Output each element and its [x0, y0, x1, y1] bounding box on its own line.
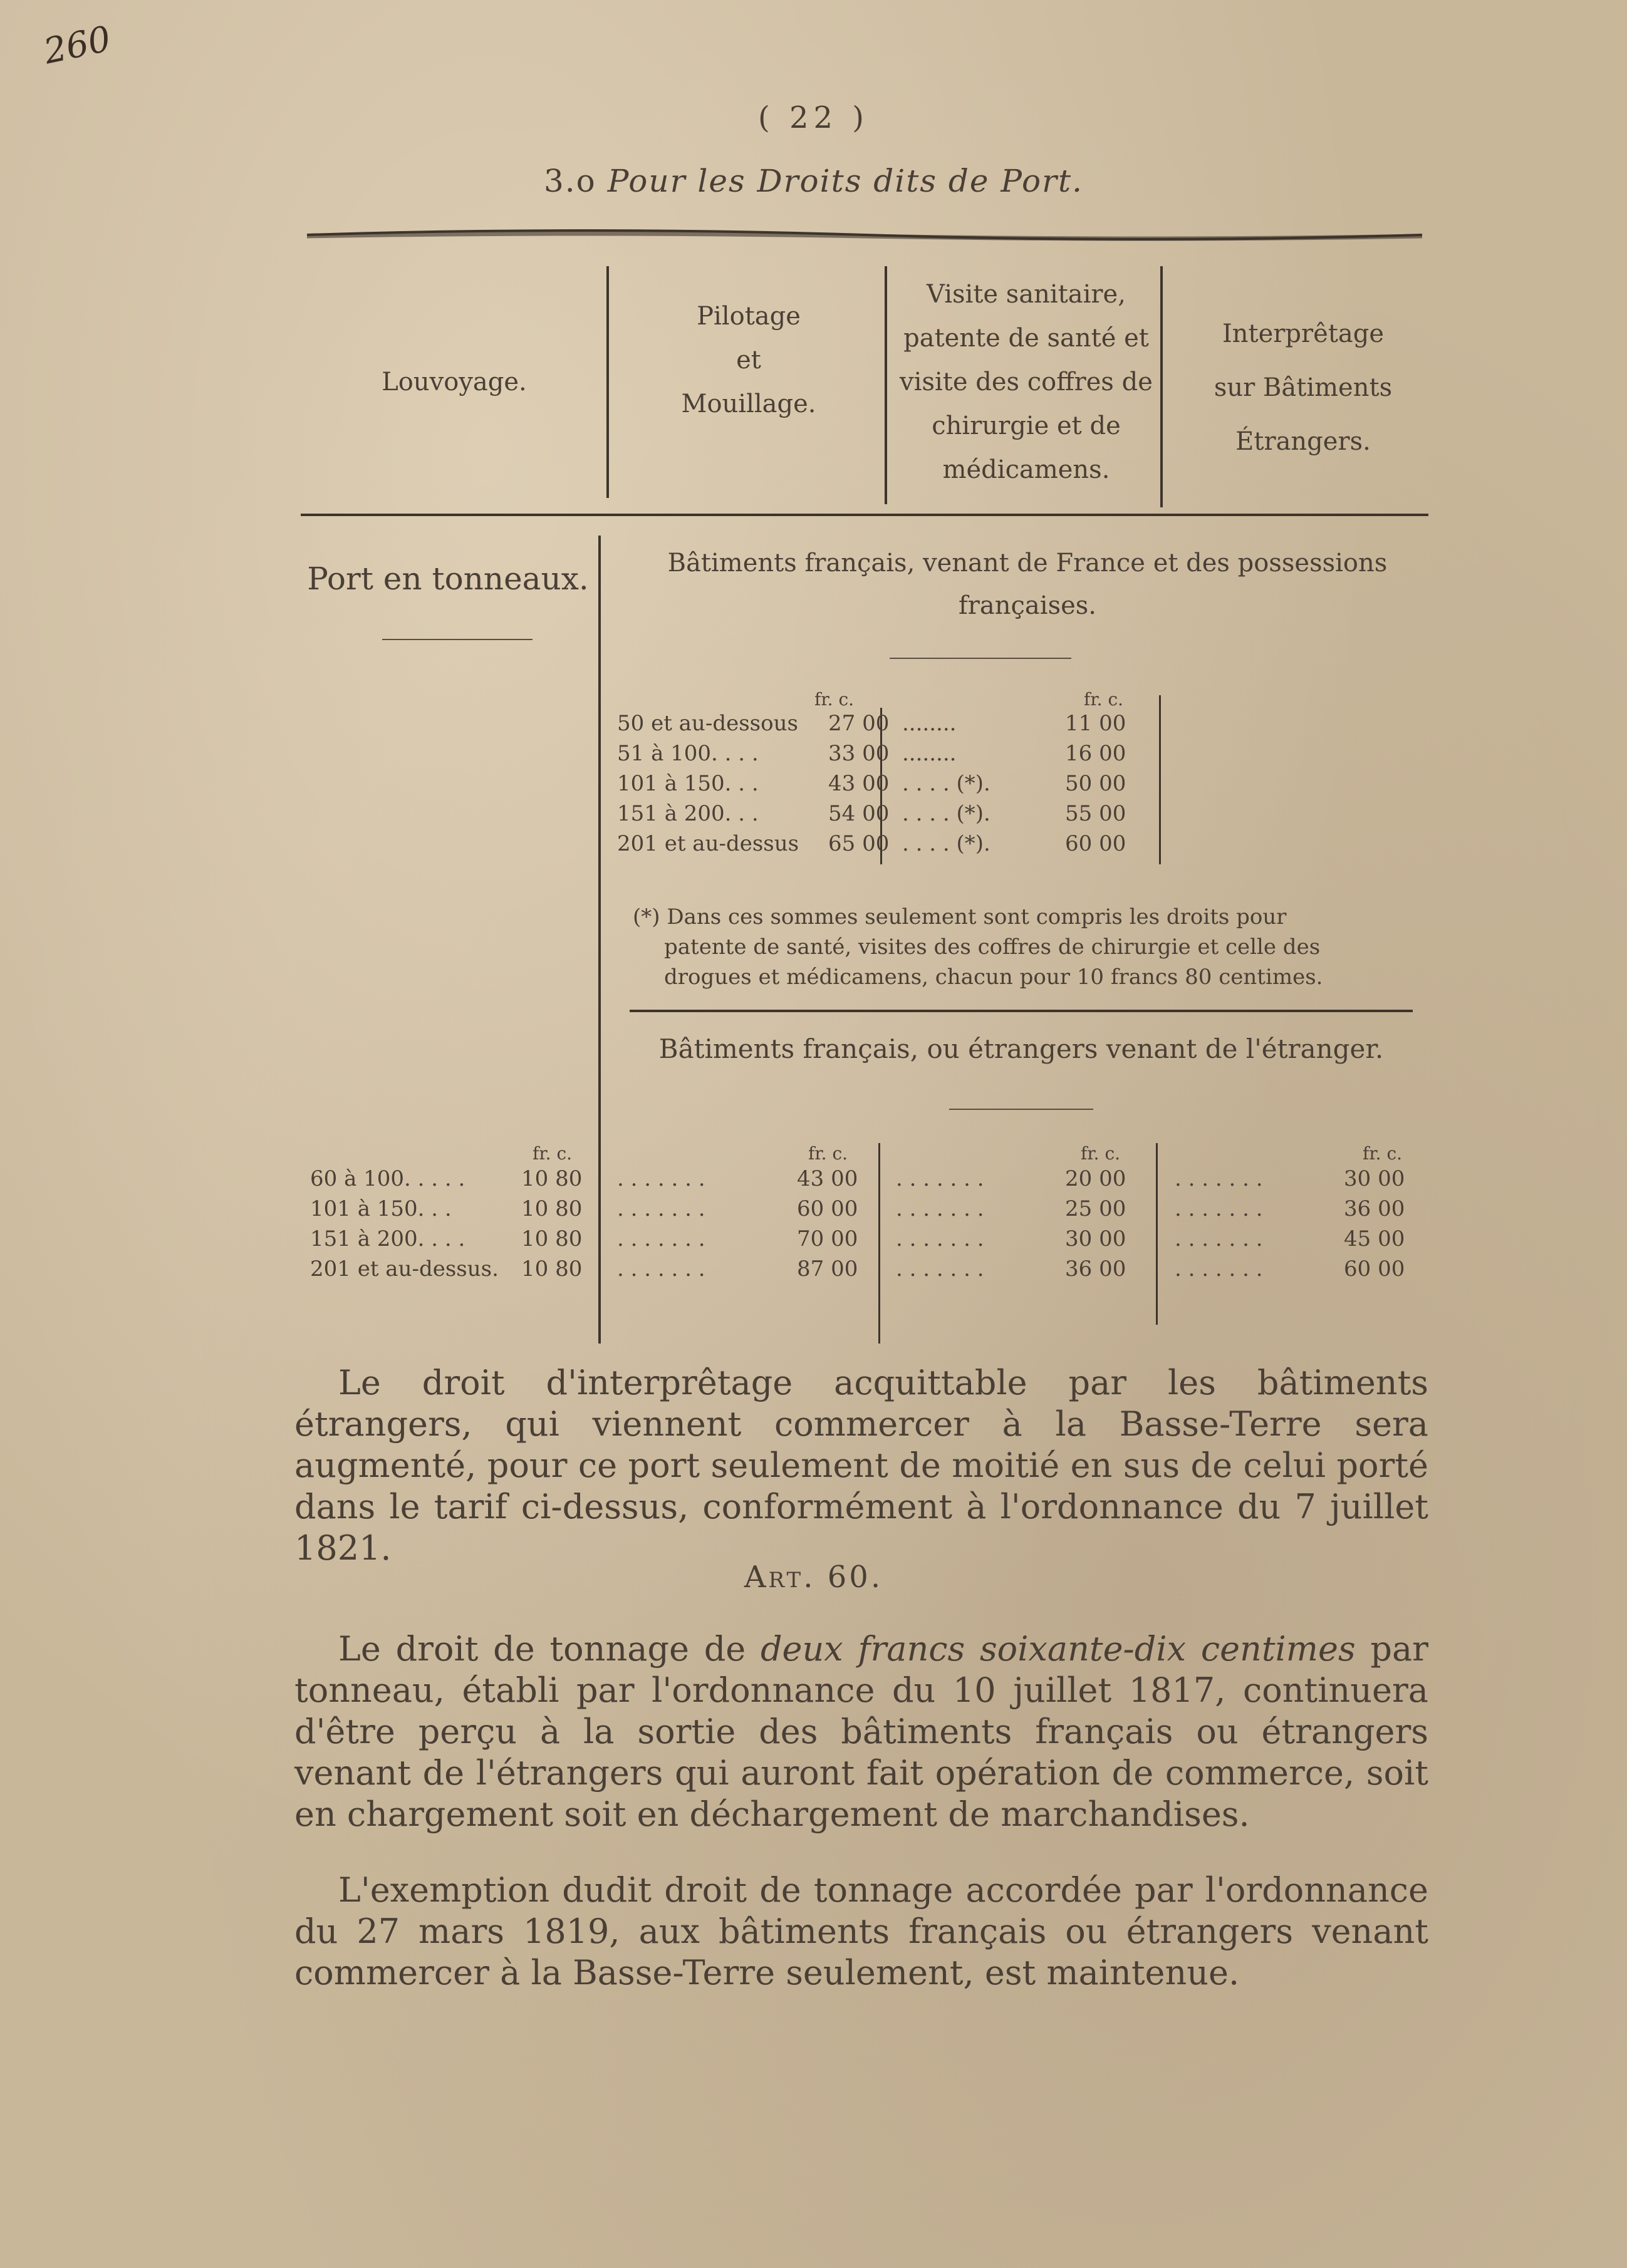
- section2-value: 30 00: [1065, 1226, 1126, 1251]
- section2-leader: . . . . . . .: [617, 1256, 705, 1282]
- section1-leader: ........: [902, 711, 957, 736]
- section1-heading: Bâtiments français, venant de France et des possessions françaises.: [667, 549, 1388, 620]
- section2-row: 60 à 100. . . . .: [310, 1166, 465, 1191]
- unit-label: fr. c.: [1081, 1143, 1121, 1164]
- section2-value: 10 80: [521, 1256, 583, 1282]
- section2-leader: . . . . . . .: [896, 1166, 984, 1191]
- port-en-tonneaux-label: Port en tonneaux.: [307, 561, 589, 597]
- section2-leader: . . . . . . .: [896, 1226, 984, 1251]
- section1-leader: . . . . (*).: [902, 831, 990, 856]
- section2-row: 201 et au-dessus.: [310, 1256, 499, 1282]
- section1-value: 43 00: [828, 771, 890, 796]
- unit-label: fr. c.: [1084, 689, 1124, 710]
- header-louvoyage: Louvoyage.: [382, 368, 527, 396]
- page-number: ( 22 ): [757, 100, 870, 135]
- section2-value: 36 00: [1065, 1256, 1126, 1282]
- unit-label: fr. c.: [1363, 1143, 1403, 1164]
- main-divider: [598, 536, 601, 1344]
- section2-value: 45 00: [1344, 1226, 1405, 1251]
- section2-leader: . . . . . . .: [896, 1196, 984, 1221]
- section2-value: 20 00: [1065, 1166, 1126, 1191]
- section1-value: 50 00: [1065, 771, 1126, 796]
- section1-value: 54 00: [828, 801, 890, 826]
- section1-row: 101 à 150. . .: [617, 771, 759, 796]
- table-divider: [1156, 1143, 1158, 1325]
- section2-leader: . . . . . . .: [1175, 1166, 1263, 1191]
- section2-value: 30 00: [1344, 1166, 1405, 1191]
- section1-value: 16 00: [1065, 741, 1126, 766]
- section2-value: 36 00: [1344, 1196, 1405, 1221]
- section1-row: 151 à 200. . .: [617, 801, 759, 826]
- section2-leader: . . . . . . .: [1175, 1256, 1263, 1282]
- section1-value: 27 00: [828, 711, 890, 736]
- paragraph-tonnage: Le droit de tonnage de deux francs soixante-dix centimes par tonneau, établi par l'ordonnance du 10 juillet 1817, continuera d'être perçu à la sortie des bâtiments français ou étrangers venant de l'étrangers qui auront fait opération de commerce, soit en chargement soit en déchargement de marchandises.: [294, 1629, 1428, 1834]
- short-rule: [949, 1109, 1093, 1110]
- section1-value: 11 00: [1065, 711, 1126, 736]
- paragraph-exemption: L'exemption dudit droit de tonnage accordée par l'ordonnance du 27 mars 1819, aux bâtiments français ou étrangers venant commercer à la Basse-Terre seulement, est maintenue.: [294, 1870, 1428, 1992]
- section-number: 3.o: [543, 163, 596, 199]
- unit-label: fr. c.: [814, 689, 855, 710]
- unit-label: fr. c.: [533, 1143, 573, 1164]
- section1-value: 33 00: [828, 741, 890, 766]
- header-rule: [301, 514, 1428, 516]
- ornamental-rule: [307, 222, 1422, 247]
- section2-leader: . . . . . . .: [617, 1226, 705, 1251]
- section1-leader: . . . . (*).: [902, 771, 990, 796]
- section2-leader: . . . . . . .: [1175, 1196, 1263, 1221]
- section2-row: 151 à 200. . . .: [310, 1226, 465, 1251]
- section2-leader: . . . . . . .: [617, 1196, 705, 1221]
- section1-row: 50 et au-dessous: [617, 711, 798, 736]
- section2-value: 25 00: [1065, 1196, 1126, 1221]
- section2-row: 101 à 150. . .: [310, 1196, 452, 1221]
- section2-value: 70 00: [797, 1226, 858, 1251]
- section2-value: 43 00: [797, 1166, 858, 1191]
- section1-value: 60 00: [1065, 831, 1126, 856]
- section2-value: 60 00: [797, 1196, 858, 1221]
- section1-leader: . . . . (*).: [902, 801, 990, 826]
- table-divider: [878, 1143, 880, 1344]
- section1-row: 201 et au-dessus: [617, 831, 799, 856]
- section-rule: [630, 1010, 1413, 1012]
- section2-value: 10 80: [521, 1226, 583, 1251]
- table-divider: [1159, 695, 1161, 864]
- section-title: [0, 163, 1627, 199]
- section2-value: 10 80: [521, 1196, 583, 1221]
- header-visite-sanitaire: Visite sanitaire, patente de santé et visite des coffres de chirurgie et de médicamens.: [900, 280, 1153, 484]
- section2-leader: . . . . . . .: [1175, 1226, 1263, 1251]
- section1-leader: ........: [902, 741, 957, 766]
- header-divider: [606, 266, 609, 498]
- section2-heading: Bâtiments français, ou étrangers venant de l'étranger.: [658, 1033, 1384, 1064]
- header-divider: [1160, 266, 1163, 507]
- section2-value: 87 00: [797, 1256, 858, 1282]
- short-rule: [382, 639, 533, 640]
- section2-leader: . . . . . . .: [617, 1166, 705, 1191]
- section2-value: 60 00: [1344, 1256, 1405, 1282]
- section2-leader: . . . . . . .: [896, 1256, 984, 1282]
- header-divider: [885, 266, 887, 504]
- paragraph-interpretage: Le droit d'interprêtage acquittable par les bâtiments étrangers, qui viennent commercer à la Basse-Terre sera augmenté, pour ce port seulement de moitié en sus de celui porté dans le tarif ci-dessus, conformément à l'ordonnance du 7 juillet 1821.: [294, 1363, 1428, 1568]
- header-pilotage: Pilotage et Mouillage.: [681, 302, 816, 418]
- article-heading: Art. 60.: [744, 1560, 883, 1595]
- section1-value: 65 00: [828, 831, 890, 856]
- section1-row: 51 à 100. . . .: [617, 741, 759, 766]
- handwritten-folio-number: 260: [40, 18, 115, 73]
- unit-label: fr. c.: [808, 1143, 848, 1164]
- short-rule: [890, 658, 1071, 659]
- section2-value: 10 80: [521, 1166, 583, 1191]
- section1-value: 55 00: [1065, 801, 1126, 826]
- footnote: (*) Dans ces sommes seulement sont compris les droits pour patente de santé, visites des coffres de chirurgie et celle des drogues et médicamens, chacun pour 10 francs 80 centimes.: [633, 904, 1323, 990]
- section-title-text: Pour les Droits dits de Port.: [607, 163, 1084, 199]
- header-interpretage: Interprêtage sur Bâtiments Étrangers.: [1214, 319, 1393, 456]
